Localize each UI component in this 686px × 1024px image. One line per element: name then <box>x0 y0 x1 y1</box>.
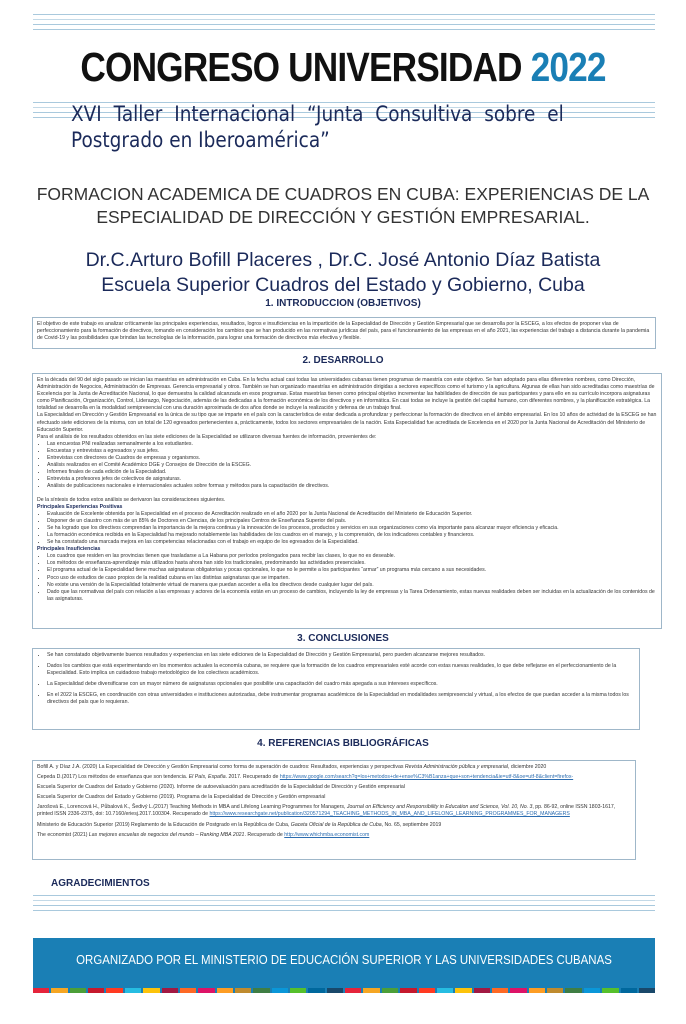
reference-link[interactable]: http://www.whichmba.economist.com <box>284 831 370 838</box>
sdg-color-segment <box>382 988 398 993</box>
sdg-color-segment <box>363 988 379 993</box>
list-item: • Encuestas y entrevistas a egresados y sus jefes. <box>47 448 657 455</box>
list-item: • En el 2022 la ESCEG, en coordinación con otras universidades e instituciones autorizadas, debe instrumentar programas académicos de la Especialidad en modalidades semipresencial y virtual, a los efectos de que puedan acceder a la misma todos los directivos del país que lo requieran. <box>47 692 635 706</box>
sdg-color-segment <box>51 988 67 993</box>
reference-link[interactable]: https://www.researchgate.net/publication/320571294_TEACHING_METHODS_IN_MBA_AND_LIFELONG_LEARNING_PROGRAMMES_FOR_MANAGERS <box>209 811 570 818</box>
sdg-color-segment <box>33 988 49 993</box>
sdg-color-segment <box>602 988 618 993</box>
referencias-box <box>32 760 636 860</box>
sdg-color-segment <box>327 988 343 993</box>
sdg-color-segment <box>106 988 122 993</box>
reference-1 <box>37 764 631 771</box>
sdg-color-segment <box>474 988 490 993</box>
sdg-color-segment <box>308 988 324 993</box>
ref-journal: Journal on Efficiency and Responsibility in Education and Science, Vol. 10, No. 3 <box>346 804 533 811</box>
desarrollo-box <box>32 373 662 629</box>
reference-link[interactable]: https://www.google.com/search?q=los+metodos+de+ense%C3%B1anza+que+son+tendencia&ie=utf-8&oe=utf-8&client=firefox- <box>279 774 574 781</box>
desarrollo-paragraph-4: De la síntesis de todos estos análisis se derivaron las consideraciones siguientes. <box>37 496 226 503</box>
list-item: • Las encuestas PNI realizadas semanalmente a los estudiantes. <box>47 441 657 448</box>
sdg-color-segment <box>565 988 581 993</box>
sdg-color-segment <box>180 988 196 993</box>
sdg-color-segment <box>621 988 637 993</box>
list-item: • Dado que las normativas del país con relación a las empresas y actores de la economía están en un proceso de cambios, incluyendo la ley de empresas y la Tarea Ordenamiento, estas nuevas realidades deben ser incluidas en la actualización de los contenidos de las asignaturas. <box>47 589 657 603</box>
list-item: • El programa actual de la Especialidad tiene muchas asignaturas obligatorias y pocas opcionales, lo que no le permite a los participantes “armar” un programa más cercano a sus necesidades. <box>47 567 657 574</box>
ref-tail: , diciembre 2020 <box>507 764 547 770</box>
sdg-color-segment <box>400 988 416 993</box>
list-item: • Entrevista a profesores jefes de colectivos de asignaturas. <box>47 476 657 483</box>
paper-title <box>0 183 686 229</box>
list-item: • Disponer de un claustro con más de un 85% de Doctores en Ciencias, de los principales Centros de Enseñanza Superior del país. <box>47 518 657 525</box>
list-item: • Los métodos de enseñanza-aprendizaje más utilizados hasta ahora han sido los tradicionales, predominando las actividades presenciales. <box>47 560 657 567</box>
reference-3: Escuela Superior de Cuadros del Estado y Gobierno (2020). Informe de autoevaluación para acreditación de la Especialidad de Dirección y Gestión empresarial <box>37 784 405 791</box>
ref-journal: Gaceta Oficial de la República de Cuba <box>290 821 382 828</box>
agradecimientos-heading: AGRADECIMIENTOS <box>51 878 150 889</box>
sources-list <box>37 441 657 491</box>
sdg-color-segment <box>198 988 214 993</box>
sdg-color-segment <box>584 988 600 993</box>
conclusiones-heading: 3. CONCLUSIONES <box>297 633 389 644</box>
ref-text: Cepeda D.(2017) Los métodos de enseñanza que son tendencia. <box>37 774 189 781</box>
sdg-color-segment <box>88 988 104 993</box>
sdg-color-segment <box>345 988 361 993</box>
conclusiones-box <box>32 648 640 730</box>
reference-2 <box>37 774 631 781</box>
sdg-color-segment <box>437 988 453 993</box>
sdg-color-strip <box>33 988 655 993</box>
list-item: • La Especialidad debe diversificarse con un mayor número de asignaturas opcionales que posibilite una capacitación del cuadro más apegada a sus intereses específicos. <box>47 681 635 688</box>
intro-heading: 1. INTRODUCCION (OBJETIVOS) <box>265 298 421 309</box>
paper-title-line2: ESPECIALIDAD DE DIRECCIÓN Y GESTIÓN EMPRESARIAL. <box>96 207 590 227</box>
sdg-color-segment <box>529 988 545 993</box>
workshop-subtitle: XVI Taller Internacional “Junta Consultiva sobre el Postgrado en Iberoamérica” <box>71 102 564 152</box>
desarrollo-paragraph-1: En la década del 90 del siglo pasado se inician las maestrías en administración en Cuba. En la fecha actual casi todas las universidades cubanas tienen programas de maestría con este objetivo. Se han adoptado para ellas diferentes nombres, como Dirección, Administración de Negocios, Administración de Empresas. Gerencia empresarial y otros. También se han organizado maestrías en administración dirigidas a sectores específicos como el turismo y la agricultura. Algunas de ellas han sido acreditadas como maestrías de Excelencia por la Junta de Acreditación Nacional, lo que demuestra la calidad alcanzada en esos programas. Estas maestrías tienen como principal objetivo incrementar las habilidades de dirección de sus participantes y para ello en su currículo incorpora asignaturas como Planificación, Organización, Control, Liderazgo, Negociación, además de las dedicadas a la formación económica de los directivos y en informática. En casi todas se incluye la gestión del capital humano, con diferentes nombres, y la planificación estratégica. La totalidad se desarrolla en la modalidad semipresencial con una duración aproximada de dos años donde se incluye la realización y defensa de un trabajo final. <box>37 377 655 412</box>
conclusions-list <box>37 652 635 707</box>
sdg-color-segment <box>162 988 178 993</box>
insufficiencies-heading: Principales Insuficiencias <box>37 546 101 553</box>
sdg-color-segment <box>492 988 508 993</box>
insufficiencies-list <box>37 553 657 603</box>
ref-journal: Revista Administración pública y empresarial <box>404 764 508 770</box>
list-item: • Se ha logrado que los directivos comprendan la importancia de la mejora continua y la innovación de los procesos, productos y servicios en sus organizaciones como vía importante para alcanzar mayor eficiencia y eficacia. <box>47 525 657 532</box>
authors: Dr.C.Arturo Bofill Placeres , Dr.C. José Antonio Díaz Batista <box>85 249 601 271</box>
intro-text: El objetivo de este trabajo es analizar críticamente las principales experiencias, resultados, logros e insuficiencias en la impartición de la Especialidad de Dirección y Gestión Empresarial que se desarrolla por la ESCEG, a los efectos de proponer vías de perfeccionamiento para la formación de directivos, tomando en consideración los cambios que se han producido en las normativas jurídicas del país, para el funcionamiento de las empresas en el año 2021, las experiencias del trabajo a distancia durante la pandemia de Covid-19 y las posibilidades que brindan las tecnologías de la información, para lograr una formación de directivos más efectiva y flexible. <box>37 321 650 342</box>
ref-journal: Las mejores escuelas de negocios del mundo – Ranking MBA 2021 <box>88 831 245 838</box>
sdg-color-segment <box>510 988 526 993</box>
sdg-color-segment <box>290 988 306 993</box>
reference-6 <box>37 822 631 829</box>
desarrollo-heading: 2. DESARROLLO <box>302 355 384 366</box>
list-item: • Análisis de publicaciones nacionales e internacionales actuales sobre formas y métodos para la capacitación de directivos. <box>47 483 657 490</box>
sdg-color-segment <box>217 988 233 993</box>
positives-list <box>37 511 657 546</box>
desarrollo-paragraph-2: La Especialidad en Dirección y Gestión Empresarial es la única de su tipo que se imparte en el país con la característica de estar dedicada a profundizar y perfeccionar la formación de directivos en el ámbito empresarial. En los 10 años de actividad de la ESCEG se han efectuado siete ediciones de la misma, con un total de 120 egresados pertenecientes a, prácticamente, todos los sectores empresariales de la nación. Esta Especialidad fue acreditada de Excelencia en el 2020 por la Junta Nacional de Acreditación del Ministerio de Educación Superior. <box>37 412 657 433</box>
intro-box <box>32 317 656 349</box>
reference-7 <box>37 832 631 839</box>
sdg-color-segment <box>253 988 269 993</box>
list-item: • Los cuadros que residen en las provincias tienen que trasladarse a La Habana por períodos prolongados para recibir las clases, lo que no es deseable. <box>47 553 657 560</box>
organizer-text: ORGANIZADO POR EL MINISTERIO DE EDUCACIÓN SUPERIOR Y LAS UNIVERSIDADES CUBANAS <box>76 952 612 967</box>
sdg-color-segment <box>272 988 288 993</box>
sdg-color-segment <box>143 988 159 993</box>
ref-tail: . 2017. Recuperado de <box>225 774 280 781</box>
desarrollo-paragraph-3: Para el análisis de los resultados obtenidos en las siete ediciones de la Especialidad se utilizaron diversas fuentes de información, provenientes de: <box>37 433 377 440</box>
referencias-heading: 4. REFERENCIAS BIBLIOGRÁFICAS <box>257 738 429 749</box>
authors-block <box>0 248 686 298</box>
reference-5 <box>37 804 631 818</box>
congress-title-main: CONGRESO UNIVERSIDAD <box>80 44 522 90</box>
list-item: • Dados los cambios que está experimentando en los momentos actuales la economía cubana, se requiere que la formación de los cuadros empresariales esté acorde con estas nuevas realidades, lo que debe reflejarse en el perfeccionamiento de la Especialidad. Esto implica un cuidadoso trabajo metodológico de los colectivos académicos. <box>47 663 635 677</box>
ref-text: Bofill A. y Díaz J.A. (2020) La Especialidad de Dirección y Gestión Empresarial como forma de superación de cuadros: Resultados, experiencias y perspectivas <box>37 764 405 770</box>
congress-title <box>48 44 638 91</box>
list-item: • No existe una versión de la Especialidad totalmente virtual de manera que puedan acceder a ella los directivos desde cualquier lugar del país. <box>47 582 657 589</box>
list-item: • La formación económica recibida en la Especialidad ha mejorado notablemente las habilidades de los cuadros en el manejo, y la comprensión, de los indicadores contables y financieros. <box>47 532 657 539</box>
ref-text: The economist (2021) <box>37 831 89 838</box>
list-item: • Evaluación de Excelente obtenida por la Especialidad en el proceso de Acreditación realizado en el año 2020 por la Junta Nacional de Acreditación del Ministerio de Educación Superior. <box>47 511 657 518</box>
list-item: • Se ha constatado una marcada mejora en las competencias relacionadas con el trabajo en equipo de los egresados de la Especialidad. <box>47 539 657 546</box>
ref-tail: , No. 65, septiembre 2019 <box>381 821 442 828</box>
list-item: • Entrevistas con directores de Cuadros de empresas y organismos. <box>47 455 657 462</box>
sdg-color-segment <box>419 988 435 993</box>
list-item: • Se han constatado objetivamente buenos resultados y experiencias en las siete ediciones de la Especialidad de Dirección y Gestión Empresarial, pero pueden alcanzarse mejores resultados. <box>47 652 635 659</box>
ref-journal: El País, España <box>188 774 226 781</box>
reference-4: Escuela Superior de Cuadros del Estado y Gobierno (2019). Programa de la Especialidad de Dirección y Gestión empresarial <box>37 794 326 801</box>
ref-tail: , pp. 86-92, online ISSN 1803-1617, printed ISSN 2336-2375, doi: 10.7160/eriesj.2017.100304. Recuperado de <box>37 804 616 818</box>
sdg-color-segment <box>639 988 655 993</box>
list-item: • Análisis realizados en el Comité Académico DGE y Consejos de Dirección de la ESCEG. <box>47 462 657 469</box>
ack-decorative-lines <box>33 895 655 915</box>
header-decorative-lines <box>33 14 655 34</box>
ref-tail: . Recuperado de <box>244 831 285 838</box>
list-item: • Informes finales de cada edición de la Especialidad. <box>47 469 657 476</box>
sdg-color-segment <box>455 988 471 993</box>
list-item: • Poco uso de estudios de caso propios de la realidad cubana en las distintas asignaturas que se imparten. <box>47 575 657 582</box>
paper-title-line1: FORMACION ACADEMICA DE CUADROS EN CUBA: EXPERIENCIAS DE LA <box>36 184 650 204</box>
positive-heading: Principales Experiencias Positivas <box>37 503 123 510</box>
institution: Escuela Superior Cuadros del Estado y Gobierno, Cuba <box>101 274 585 296</box>
sdg-color-segment <box>125 988 141 993</box>
sdg-color-segment <box>235 988 251 993</box>
organizer-banner <box>33 938 655 993</box>
ref-text: Jarošová E., Lorencová H., Půbalová K., Šedivý L.(2017) Teaching Methods in MBA and Lifelong Learning Programmes for Managers, <box>37 804 347 811</box>
congress-year: 2022 <box>530 44 606 90</box>
ref-text: Ministerio de Educación Superior (2019) Reglamento de la Educación de Postgrado en la República de Cuba, <box>37 821 291 828</box>
sdg-color-segment <box>547 988 563 993</box>
sdg-color-segment <box>70 988 86 993</box>
